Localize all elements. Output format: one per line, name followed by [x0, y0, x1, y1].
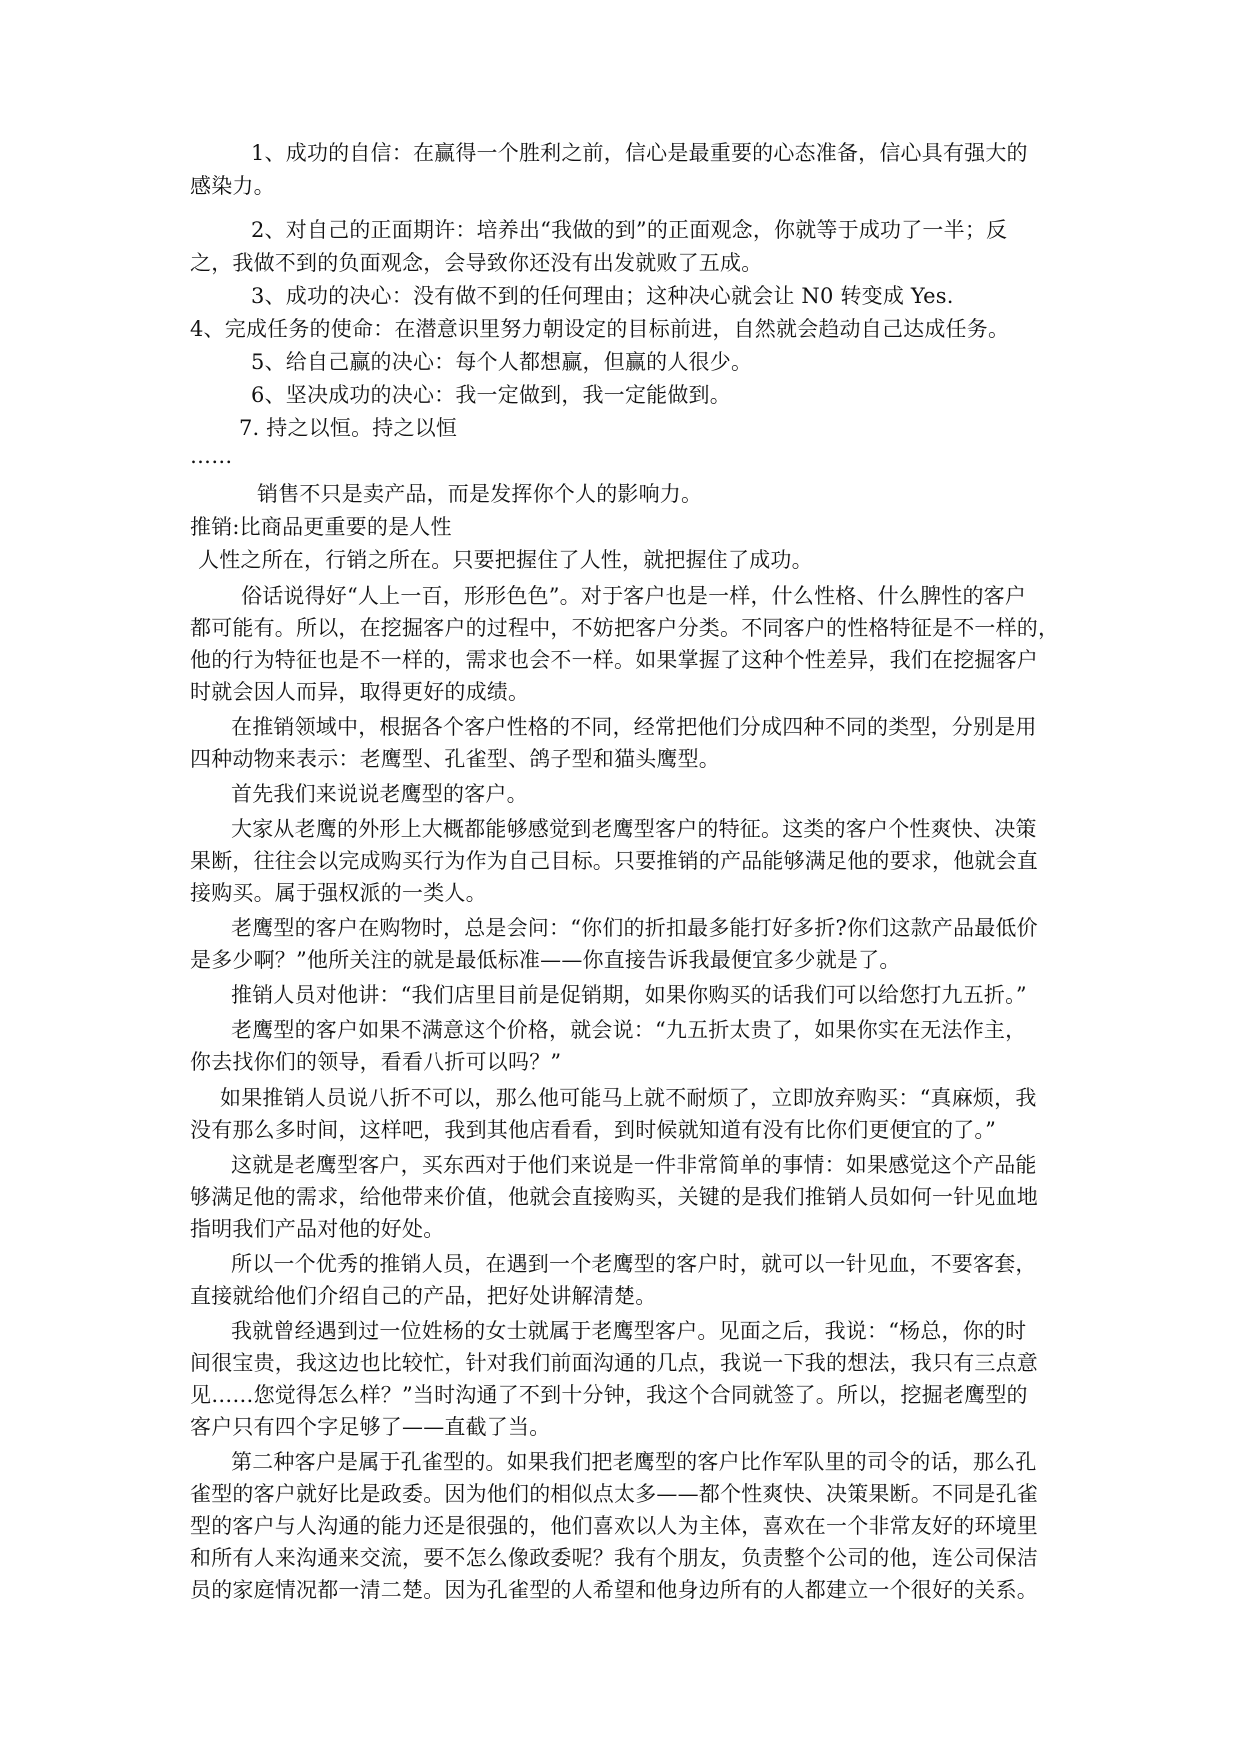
- section-heading: 推销:比商品更重要的是人性: [190, 515, 452, 539]
- list-item-1-cont: 感染力。: [190, 174, 275, 198]
- paragraph-line: 见……您觉得怎么样？”当时沟通了不到十分钟，我这个合同就签了。所以，挖掘老鹰型的: [190, 1383, 1028, 1407]
- paragraph-line: 是多少啊？”他所关注的就是最低标准——你直接告诉我最便宜多少就是了。: [190, 948, 901, 972]
- paragraph-line: 这就是老鹰型客户，买东西对于他们来说是一件非常简单的事情：如果感觉这个产品能: [231, 1153, 1037, 1177]
- paragraph-line: 都可能有。所以，在挖掘客户的过程中，不妨把客户分类。不同客户的性格特征是不一样的，: [190, 616, 1060, 640]
- list-item-7: 7. 持之以恒。持之以恒: [239, 416, 458, 440]
- paragraph-line: 雀型的客户就好比是政委。因为他们的相似点太多——都个性爽快、决策果断。不同是孔雀: [190, 1482, 1038, 1506]
- paragraph-line: 俗话说得好“人上一百，形形色色”。对于客户也是一样，什么性格、什么脾性的客户: [241, 584, 1027, 608]
- paragraph-line: 销售不只是卖产品，而是发挥你个人的影响力。: [257, 482, 703, 506]
- paragraph-line: 他的行为特征也是不一样的，需求也会不一样。如果掌握了这种个性差异，我们在挖掘客户: [190, 648, 1038, 672]
- paragraph-line: 人性之所在，行销之所在。只要把握住了人性，就把握住了成功。: [198, 548, 813, 572]
- list-item-6: 6、坚决成功的决心：我一定做到，我一定能做到。: [251, 383, 731, 407]
- paragraph-line: 够满足他的需求，给他带来价值，他就会直接购买，关键的是我们推销人员如何一针见血地: [190, 1185, 1038, 1209]
- paragraph-line: 型的客户与人沟通的能力还是很强的，他们喜欢以人为主体，喜欢在一个非常友好的环境里: [190, 1514, 1038, 1538]
- list-item-2: 2、对自己的正面期许：培养出“我做的到”的正面观念，你就等于成功了一半；反: [251, 218, 1008, 242]
- list-item-3: 3、成功的决心：没有做不到的任何理由；这种决心就会让 N0 转变成 Yes.: [251, 284, 954, 308]
- paragraph-line: 我就曾经遇到过一位姓杨的女士就属于老鹰型客户。见面之后，我说：“杨总，你的时: [231, 1319, 1027, 1343]
- paragraph-line: 大家从老鹰的外形上大概都能够感觉到老鹰型客户的特征。这类的客户个性爽快、决策: [231, 817, 1037, 841]
- paragraph-line: 老鹰型的客户如果不满意这个价格，就会说：“九五折太贵了，如果你实在无法作主，: [231, 1018, 1027, 1042]
- paragraph-line: 直接就给他们介绍自己的产品，把好处讲解清楚。: [190, 1284, 657, 1308]
- paragraph-line: 客户只有四个字足够了——直截了当。: [190, 1415, 551, 1439]
- paragraph-line: 首先我们来说说老鹰型的客户。: [231, 782, 528, 806]
- paragraph-line: 果断，往往会以完成购买行为作为自己目标。只要推销的产品能够满足他的要求，他就会直: [190, 849, 1038, 873]
- paragraph-line: 和所有人来沟通来交流，要不怎么像政委呢？我有个朋友，负责整个公司的他，连公司保洁: [190, 1546, 1038, 1570]
- paragraph-line: 在推销领域中，根据各个客户性格的不同，经常把他们分成四种不同的类型，分别是用: [231, 715, 1037, 739]
- paragraph-line: 推销人员对他讲：“我们店里目前是促销期，如果你购买的话我们可以给您打九五折。”: [231, 983, 1027, 1007]
- paragraph-line: 指明我们产品对他的好处。: [190, 1217, 445, 1241]
- list-item-5: 5、给自己赢的决心：每个人都想赢，但赢的人很少。: [251, 350, 753, 374]
- list-item-1: 1、成功的自信：在赢得一个胜利之前，信心是最重要的心态准备，信心具有强大的: [251, 141, 1028, 165]
- paragraph-line: 四种动物来表示：老鹰型、孔雀型、鸽子型和猫头鹰型。: [190, 747, 720, 771]
- list-item-2-cont: 之，我做不到的负面观念，会导致你还没有出发就败了五成。: [190, 251, 763, 275]
- paragraph-line: 你去找你们的领导，看看八折可以吗？”: [190, 1050, 562, 1074]
- paragraph-line: 第二种客户是属于孔雀型的。如果我们把老鹰型的客户比作军队里的司令的话，那么孔: [231, 1450, 1037, 1474]
- paragraph-line: 员的家庭情况都一清二楚。因为孔雀型的人希望和他身边所有的人都建立一个很好的关系。: [190, 1578, 1038, 1602]
- paragraph-line: 没有那么多时间，这样吧，我到其他店看看，到时候就知道有没有比你们更便宜的了。”: [190, 1118, 997, 1142]
- ellipsis: ……: [190, 444, 233, 468]
- list-item-4: 4、完成任务的使命：在潜意识里努力朝设定的目标前进，自然就会趋动自己达成任务。: [190, 317, 1010, 341]
- paragraph-line: 接购买。属于强权派的一类人。: [190, 881, 487, 905]
- paragraph-line: 老鹰型的客户在购物时，总是会问：“你们的折扣最多能打好多折?你们这款产品最低价: [231, 916, 1038, 940]
- paragraph-line: 如果推销人员说八折不可以，那么他可能马上就不耐烦了，立即放弃购买：“真麻烦，我: [220, 1086, 1037, 1110]
- paragraph-line: 所以一个优秀的推销人员，在遇到一个老鹰型的客户时，就可以一针见血，不要客套，: [231, 1252, 1037, 1276]
- paragraph-line: 间很宝贵，我这边也比较忙，针对我们前面沟通的几点，我说一下我的想法，我只有三点意: [190, 1351, 1038, 1375]
- paragraph-line: 时就会因人而异，取得更好的成绩。: [190, 680, 530, 704]
